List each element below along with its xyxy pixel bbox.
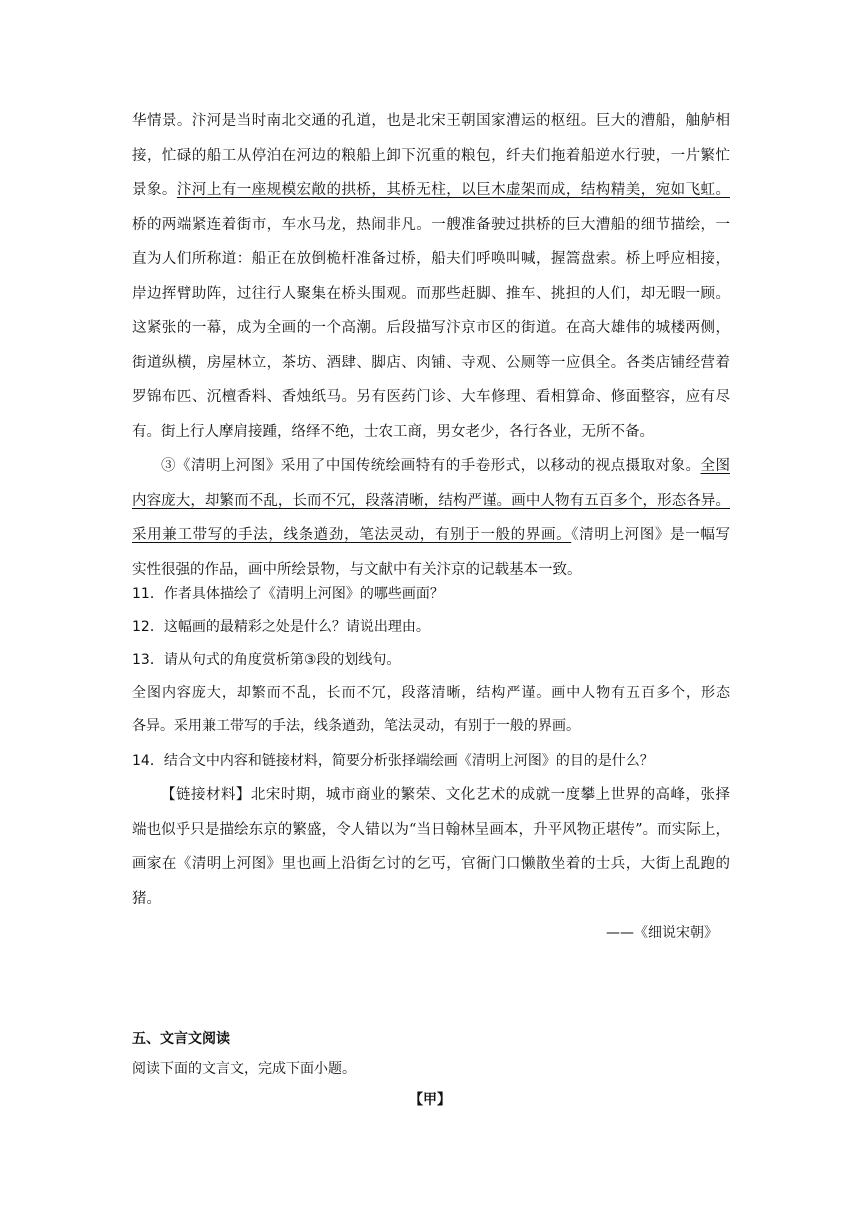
- passage-line: 这紧张的一幕，成为全画的一个高潮。后段描写汴京市区的街道。在高大雄伟的城楼两侧，: [132, 320, 730, 336]
- passage-line: 实性很强的作品，画中所绘景物，与文献中有关汴京的记载基本一致。: [132, 561, 582, 578]
- link-material-line: 猪。: [132, 890, 161, 907]
- underlined-sentence: 汴河上有一座规模宏敞的拱桥，其桥无柱，以巨木虚架而成，结构精美，宛如飞虹。: [176, 182, 730, 198]
- link-material-line: 【链接材料】北宋时期，城市商业的繁荣、文化艺术的成就一度攀上世界的高峰，张择: [161, 787, 730, 803]
- question-12: 12．这幅画的最精彩之处是什么？请说出理由。: [132, 619, 430, 635]
- reading-passage: [132, 104, 730, 587]
- link-material-line: 画家在《清明上河图》里也画上沿街乞讨的乞丐，官衙门口懒散坐着的士兵，大街上乱跑的: [132, 856, 730, 872]
- question-13-quote: [132, 677, 730, 743]
- underlined-sentence: 内容庞大，却繁而不乱，长而不冗，段落清晰，结构严谨。画中人物有五百多个，形态各异。: [132, 492, 730, 509]
- text-label-jia: 【甲】: [409, 1092, 451, 1108]
- link-material-line: 端也似乎只是描绘东京的繁盛，令人错以为“当日翰林呈画本，升平风物正堪传”。而实际上，: [132, 821, 730, 838]
- passage-line: ③《清明上河图》采用了中国传统绘画特有的手卷形式，以移动的视点摄取对象。全图: [161, 458, 730, 474]
- underlined-sentence: 全图: [700, 458, 730, 474]
- passage-line: 桥的两端紧连着街市，车水马龙，热闹非凡。一艘准备驶过拱桥的巨大漕船的细节描绘，一: [132, 216, 730, 233]
- passage-line: 华情景。汴河是当时南北交通的孔道，也是北宋王朝国家漕运的枢纽。巨大的漕船，舳舻相: [132, 113, 730, 129]
- passage-line: 岸边挥臂助阵，过往行人聚集在桥头围观。而那些赶脚、推车、挑担的人们，却无暇一顾。: [132, 285, 730, 302]
- section-heading: 五、文言文阅读: [132, 1031, 230, 1047]
- quote-line: 全图内容庞大，却繁而不乱，长而不冗，段落清晰，结构严谨。画中人物有五百多个，形态: [132, 685, 730, 701]
- question-13: 13．请从句式的角度赏析第③段的划线句。: [132, 652, 401, 668]
- section-instruction: 阅读下面的文言文，完成下面小题。: [132, 1061, 356, 1077]
- passage-line: 罗锦布匹、沉檀香料、香烛纸马。另有医药门诊、大车修理、看相算命、修面整容，应有尽: [132, 389, 730, 405]
- passage-line: 直为人们所称道：船正在放倒桅杆准备过桥，船夫们呼唤叫喊，握篙盘索。桥上呼应相接，: [132, 251, 730, 267]
- passage-line: 接，忙碌的船工从停泊在河边的粮船上卸下沉重的粮包，纤夫们拖着船逆水行驶，一片繁忙: [132, 147, 730, 164]
- passage-line: 有。街上行人摩肩接踵，络绎不绝，士农工商，男女老少，各行各业，无所不备。: [132, 423, 654, 440]
- source-citation: ——《细说宋朝》: [606, 925, 718, 941]
- question-14: 14．结合文中内容和链接材料，简要分析张择端绘画《清明上河图》的目的是什么？: [132, 753, 654, 769]
- passage-line: [132, 484, 730, 519]
- question-11: 11．作者具体描绘了《清明上河图》的哪些画面？: [132, 586, 444, 602]
- quote-line: 各异。采用兼工带写的手法，线条遒劲，笔法灵动，有别于一般的界画。: [132, 718, 580, 734]
- passage-line: 街道纵横，房屋林立，茶坊、酒肆、脚店、肉铺、寺观、公厕等一应俱全。各类店铺经营着: [132, 354, 730, 371]
- passage-line: 景象。汴河上有一座规模宏敞的拱桥，其桥无柱，以巨木虚架而成，结构精美，宛如飞虹。: [132, 182, 730, 198]
- underlined-sentence: 采用兼工带写的手法，线条遒劲，笔法灵动，有别于一般的界画。: [132, 527, 572, 543]
- link-material: [132, 778, 730, 916]
- passage-line: 采用兼工带写的手法，线条遒劲，笔法灵动，有别于一般的界画。《清明上河图》是一幅写: [132, 527, 730, 543]
